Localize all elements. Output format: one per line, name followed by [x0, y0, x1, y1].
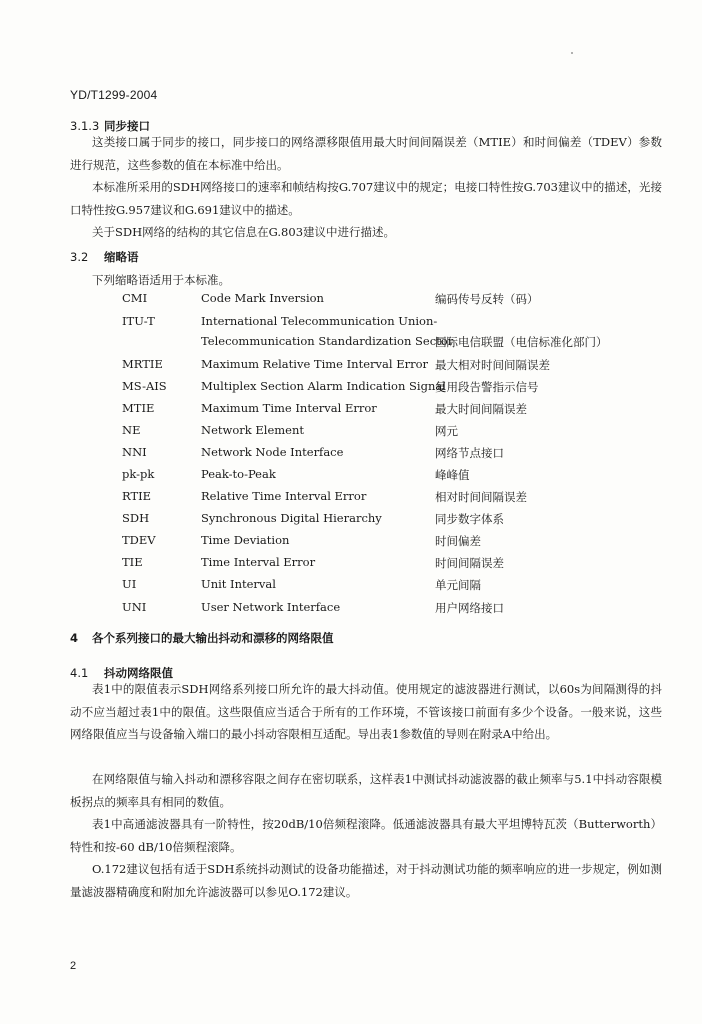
- abbreviation: UI: [122, 577, 137, 591]
- abbreviation: pk-pk: [122, 467, 155, 481]
- section-4-heading: [70, 630, 334, 646]
- abbreviation-row: [0, 511, 702, 533]
- abbreviation-row: [0, 600, 702, 622]
- abbreviation: CMI: [122, 291, 148, 305]
- chinese-term: 用户网络接口: [435, 601, 504, 615]
- abbreviation: TIE: [122, 555, 143, 569]
- chinese-term: 网络节点接口: [435, 446, 504, 460]
- section-number: 4.1: [70, 666, 89, 680]
- abbreviation: MTIE: [122, 401, 155, 415]
- chinese-term: 编码传号反转（码）: [435, 292, 539, 306]
- section-title: 抖动网络限值: [104, 666, 173, 680]
- abbreviation-row: [0, 379, 702, 401]
- abbreviation: RTIE: [122, 489, 152, 503]
- english-term: Time Deviation: [201, 533, 290, 547]
- english-term: Telecommunication Standardization Sector: [201, 334, 454, 348]
- standard-id: YD/T1299-2004: [70, 88, 158, 102]
- english-term: Code Mark Inversion: [201, 291, 324, 305]
- abbreviation-row: [0, 467, 702, 489]
- english-term: Network Node Interface: [201, 445, 344, 459]
- english-term: Unit Interval: [201, 577, 276, 591]
- abbreviation-row: [0, 357, 702, 379]
- chinese-term: 同步数字体系: [435, 512, 504, 526]
- chinese-term: 网元: [435, 424, 458, 438]
- english-term: Multiplex Section Alarm Indication Signal: [201, 379, 446, 393]
- chinese-term: 国际电信联盟（电信标准化部门）: [435, 335, 608, 349]
- section-title: 各个系列接口的最大输出抖动和漂移的网络限值: [92, 631, 334, 645]
- abbreviation: MS-AIS: [122, 379, 167, 393]
- abbreviation: UNI: [122, 600, 147, 614]
- paragraph: 本标准所采用的SDH网络接口的速率和帧结构按G.707建议中的规定；电接口特性按G.703建议中的描述，光接口特性按G.957建议和G.691建议中的描述。: [70, 180, 662, 217]
- english-term: Maximum Time Interval Error: [201, 401, 377, 415]
- section-number: 4: [70, 631, 79, 645]
- section-3-2-heading: [70, 249, 139, 265]
- section-title: 缩略语: [104, 250, 139, 264]
- abbreviation: ITU-T: [122, 314, 155, 328]
- abbreviation-row: [0, 577, 702, 599]
- english-term: Network Element: [201, 423, 304, 437]
- abbreviation-row: [0, 533, 702, 555]
- paragraph: 表1中高通滤波器具有一阶特性，按20dB/10倍频程滚降。低通滤波器具有最大平坦博特瓦茨（Butterworth）特性和按-60 dB/10倍频程滚降。: [70, 817, 662, 854]
- abbreviation: SDH: [122, 511, 150, 525]
- paragraph: 关于SDH网络的结构的其它信息在G.803建议中进行描述。: [92, 225, 396, 239]
- abbreviation: NNI: [122, 445, 147, 459]
- chinese-term: 时间偏差: [435, 534, 481, 548]
- english-term: Synchronous Digital Hierarchy: [201, 511, 382, 525]
- english-term: International Telecommunication Union-: [201, 314, 438, 328]
- chinese-term: 最大相对时间间隔误差: [435, 358, 550, 372]
- paragraph: 这类接口属于同步的接口，同步接口的网络漂移限值用最大时间间隔误差（MTIE）和时间偏差（TDEV）参数进行规范，这些参数的值在本标准中给出。: [70, 135, 662, 172]
- abbreviation-row: [0, 314, 702, 336]
- scan-speck: [571, 52, 573, 54]
- section-number: 3.2: [70, 250, 89, 264]
- abbreviation-row: [0, 445, 702, 467]
- paragraph: 表1中的限值表示SDH网络系列接口所允许的最大抖动值。使用规定的滤波器进行测试，以60s为间隔测得的抖动不应当超过表1中的限值。这些限值应当适合于所有的工作环境，不管该接口前面有多少个设备。一般来说，这些网络限值应当与设备输入端口的最小抖动容限相互适配。导出表1参数值的导则在附录A中给出。: [70, 682, 662, 741]
- abbreviation-row: [0, 291, 702, 313]
- abbreviation-row: [0, 334, 702, 356]
- chinese-term: 最大时间间隔误差: [435, 402, 527, 416]
- abbreviation-row: [0, 555, 702, 577]
- abbreviation-row: [0, 489, 702, 511]
- english-term: Relative Time Interval Error: [201, 489, 367, 503]
- chinese-term: 复用段告警指示信号: [435, 380, 539, 394]
- section-number: 3.1.3: [70, 119, 100, 133]
- paragraph: O.172建议包括有适于SDH系统抖动测试的设备功能描述，对于抖动测试功能的频率响应的进一步规定，例如测量滤波器精确度和附加允许滤波器可以参见O.172建议。: [70, 862, 662, 899]
- page-number: 2: [70, 960, 77, 972]
- chinese-term: 相对时间间隔误差: [435, 490, 527, 504]
- abbreviation: NE: [122, 423, 141, 437]
- chinese-term: 单元间隔: [435, 578, 481, 592]
- abbreviation: MRTIE: [122, 357, 163, 371]
- chinese-term: 时间间隔误差: [435, 556, 504, 570]
- abbreviations-intro: 下列缩略语适用于本标准。: [92, 273, 230, 287]
- abbreviation-row: [0, 423, 702, 445]
- chinese-term: 峰峰值: [435, 468, 470, 482]
- english-term: User Network Interface: [201, 600, 341, 614]
- abbreviation: TDEV: [122, 533, 156, 547]
- english-term: Time Interval Error: [201, 555, 316, 569]
- english-term: Maximum Relative Time Interval Error: [201, 357, 429, 371]
- english-term: Peak-to-Peak: [201, 467, 276, 481]
- abbreviation-row: [0, 401, 702, 423]
- paragraph: 在网络限值与输入抖动和漂移容限之间存在密切联系，这样表1中测试抖动滤波器的截止频率与5.1中抖动容限模板拐点的频率具有相同的数值。: [70, 772, 662, 809]
- section-title: 同步接口: [104, 119, 150, 133]
